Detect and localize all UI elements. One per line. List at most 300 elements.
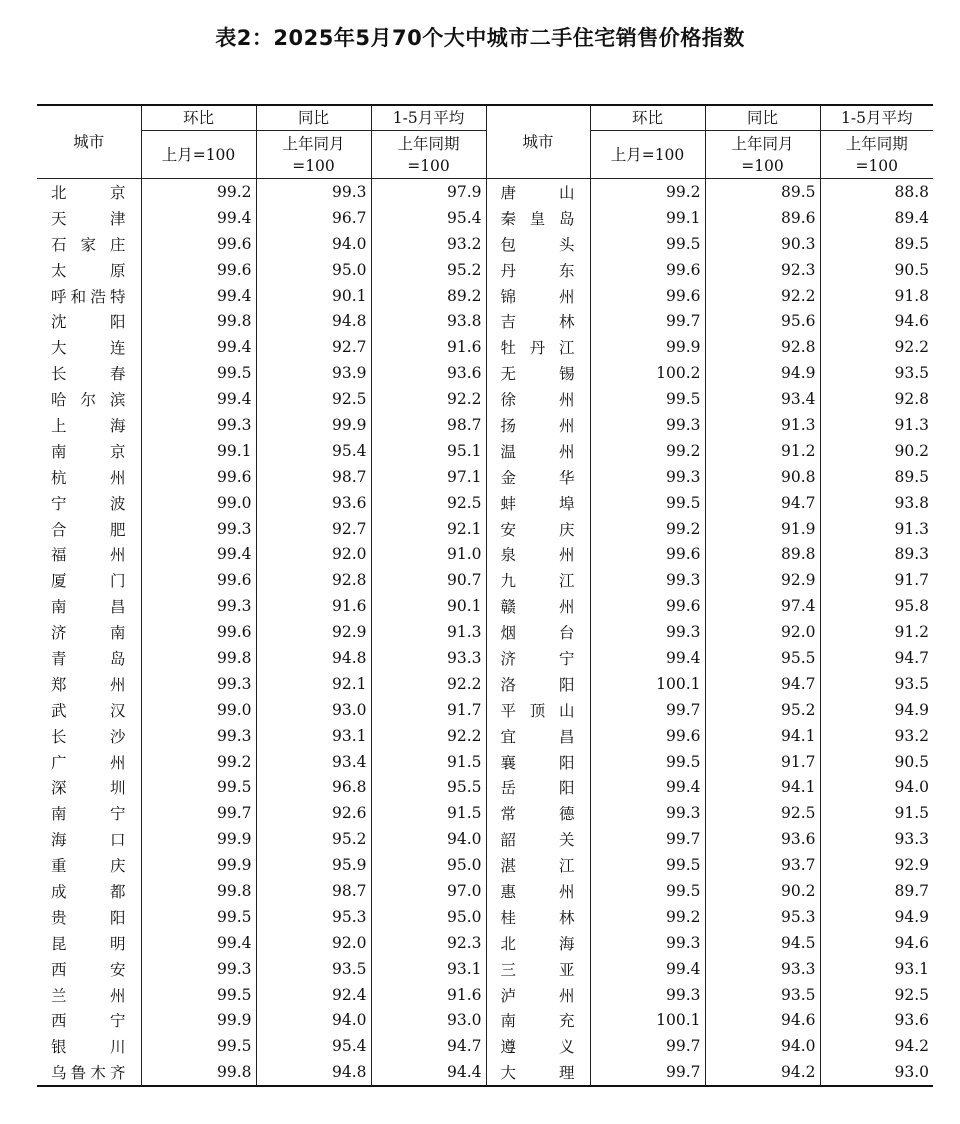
- city-name: 福州: [37, 541, 141, 567]
- city-name: 太原: [37, 257, 141, 283]
- table-row: [37, 308, 933, 334]
- header-avg-sub-line1: 上年同期: [397, 134, 460, 153]
- table-row: [37, 412, 933, 438]
- avg-value: 92.3: [371, 930, 486, 956]
- yoy-value: 90.1: [256, 283, 371, 309]
- table-row: [37, 904, 933, 930]
- mom-value: 99.8: [141, 308, 256, 334]
- avg-value: 95.1: [371, 438, 486, 464]
- avg-value: 93.6: [371, 360, 486, 386]
- mom-value: 99.6: [141, 257, 256, 283]
- yoy-value-2: 93.3: [705, 956, 820, 982]
- yoy-value: 92.6: [256, 800, 371, 826]
- city-name: 兰州: [37, 982, 141, 1008]
- mom-value-2: 99.6: [590, 723, 705, 749]
- yoy-value-2: 94.9: [705, 360, 820, 386]
- city-name: 杭州: [37, 464, 141, 490]
- mom-value: 99.3: [141, 671, 256, 697]
- city-name: 贵阳: [37, 904, 141, 930]
- mom-value-2: 99.3: [590, 930, 705, 956]
- header-yoy-sub-2-line1: 上年同月: [731, 134, 794, 153]
- city-name: 济南: [37, 619, 141, 645]
- yoy-value-2: 92.5: [705, 800, 820, 826]
- city-name: 深圳: [37, 774, 141, 800]
- header-city-2: 城市: [486, 105, 590, 179]
- avg-value-2: 94.9: [820, 904, 933, 930]
- header-mom-2: 环比: [590, 105, 705, 131]
- header-avg-sub: [371, 131, 486, 179]
- header-avg-sub-line2: =100: [407, 156, 450, 175]
- avg-value-2: 91.7: [820, 567, 933, 593]
- avg-value: 92.2: [371, 723, 486, 749]
- city-name: 哈尔滨: [37, 386, 141, 412]
- mom-value: 99.8: [141, 878, 256, 904]
- mom-value-2: 99.2: [590, 438, 705, 464]
- yoy-value-2: 91.7: [705, 749, 820, 775]
- mom-value-2: 99.7: [590, 308, 705, 334]
- city-name-2: 扬州: [486, 412, 590, 438]
- yoy-value: 95.0: [256, 257, 371, 283]
- mom-value-2: 99.7: [590, 1033, 705, 1059]
- table-row: [37, 490, 933, 516]
- yoy-value-2: 93.4: [705, 386, 820, 412]
- city-name-2: 烟台: [486, 619, 590, 645]
- city-name: 成都: [37, 878, 141, 904]
- yoy-value: 94.8: [256, 645, 371, 671]
- avg-value-2: 92.5: [820, 982, 933, 1008]
- city-name-2: 秦皇岛: [486, 205, 590, 231]
- table-row: [37, 334, 933, 360]
- avg-value: 95.4: [371, 205, 486, 231]
- table-row: [37, 360, 933, 386]
- avg-value: 92.2: [371, 671, 486, 697]
- avg-value-2: 94.2: [820, 1033, 933, 1059]
- mom-value: 99.4: [141, 283, 256, 309]
- table-row: [37, 231, 933, 257]
- yoy-value-2: 89.5: [705, 179, 820, 205]
- table-row: [37, 800, 933, 826]
- yoy-value-2: 95.3: [705, 904, 820, 930]
- yoy-value-2: 92.9: [705, 567, 820, 593]
- mom-value-2: 99.4: [590, 645, 705, 671]
- mom-value-2: 99.4: [590, 956, 705, 982]
- mom-value: 99.1: [141, 438, 256, 464]
- mom-value-2: 100.1: [590, 671, 705, 697]
- avg-value: 91.5: [371, 749, 486, 775]
- avg-value-2: 94.7: [820, 645, 933, 671]
- yoy-value: 95.3: [256, 904, 371, 930]
- yoy-value: 92.9: [256, 619, 371, 645]
- yoy-value: 94.0: [256, 231, 371, 257]
- header-mom-sub: 上月=100: [141, 131, 256, 179]
- mom-value: 99.8: [141, 645, 256, 671]
- city-name: 西安: [37, 956, 141, 982]
- avg-value-2: 94.0: [820, 774, 933, 800]
- yoy-value: 95.4: [256, 438, 371, 464]
- avg-value: 93.0: [371, 1008, 486, 1034]
- page-title: 表2：2025年5月70个大中城市二手住宅销售价格指数: [215, 26, 745, 50]
- city-name: 长沙: [37, 723, 141, 749]
- yoy-value: 92.8: [256, 567, 371, 593]
- mom-value: 99.7: [141, 800, 256, 826]
- avg-value-2: 93.8: [820, 490, 933, 516]
- yoy-value-2: 89.8: [705, 541, 820, 567]
- mom-value-2: 99.7: [590, 697, 705, 723]
- yoy-value: 95.4: [256, 1033, 371, 1059]
- price-index-table: [37, 104, 933, 1087]
- table-row: [37, 205, 933, 231]
- mom-value: 99.4: [141, 930, 256, 956]
- mom-value-2: 99.2: [590, 904, 705, 930]
- avg-value-2: 90.5: [820, 257, 933, 283]
- avg-value-2: 92.2: [820, 334, 933, 360]
- avg-value-2: 90.5: [820, 749, 933, 775]
- mom-value: 99.9: [141, 826, 256, 852]
- avg-value: 97.9: [371, 179, 486, 205]
- avg-value-2: 92.9: [820, 852, 933, 878]
- mom-value: 99.0: [141, 697, 256, 723]
- city-name: 南京: [37, 438, 141, 464]
- yoy-value: 92.5: [256, 386, 371, 412]
- city-name-2: 泉州: [486, 541, 590, 567]
- mom-value-2: 99.2: [590, 516, 705, 542]
- mom-value-2: 99.5: [590, 490, 705, 516]
- avg-value: 90.1: [371, 593, 486, 619]
- mom-value-2: 99.7: [590, 1059, 705, 1086]
- city-name-2: 金华: [486, 464, 590, 490]
- yoy-value: 93.6: [256, 490, 371, 516]
- mom-value-2: 99.7: [590, 826, 705, 852]
- mom-value-2: 99.1: [590, 205, 705, 231]
- table-row: [37, 619, 933, 645]
- yoy-value: 93.4: [256, 749, 371, 775]
- yoy-value: 95.9: [256, 852, 371, 878]
- table-row: [37, 386, 933, 412]
- yoy-value-2: 90.2: [705, 878, 820, 904]
- yoy-value-2: 94.1: [705, 774, 820, 800]
- table-row: [37, 567, 933, 593]
- city-name-2: 温州: [486, 438, 590, 464]
- city-name: 合肥: [37, 516, 141, 542]
- mom-value: 99.6: [141, 464, 256, 490]
- yoy-value-2: 93.5: [705, 982, 820, 1008]
- mom-value-2: 99.2: [590, 179, 705, 205]
- avg-value: 93.3: [371, 645, 486, 671]
- mom-value-2: 99.6: [590, 541, 705, 567]
- yoy-value-2: 95.5: [705, 645, 820, 671]
- city-name-2: 北海: [486, 930, 590, 956]
- yoy-value: 92.1: [256, 671, 371, 697]
- city-name: 海口: [37, 826, 141, 852]
- yoy-value: 96.8: [256, 774, 371, 800]
- header-avg-sub-2: [820, 131, 933, 179]
- header-yoy-sub: [256, 131, 371, 179]
- avg-value: 94.0: [371, 826, 486, 852]
- city-name-2: 唐山: [486, 179, 590, 205]
- yoy-value-2: 92.2: [705, 283, 820, 309]
- table-row: [37, 697, 933, 723]
- yoy-value-2: 91.3: [705, 412, 820, 438]
- header-yoy-sub-2: [705, 131, 820, 179]
- city-name: 西宁: [37, 1008, 141, 1034]
- yoy-value: 92.7: [256, 334, 371, 360]
- avg-value: 91.6: [371, 982, 486, 1008]
- yoy-value-2: 94.7: [705, 490, 820, 516]
- avg-value: 93.1: [371, 956, 486, 982]
- yoy-value: 94.0: [256, 1008, 371, 1034]
- avg-value: 97.1: [371, 464, 486, 490]
- avg-value-2: 90.2: [820, 438, 933, 464]
- avg-value-2: 94.6: [820, 930, 933, 956]
- yoy-value: 94.8: [256, 1059, 371, 1086]
- avg-value: 94.7: [371, 1033, 486, 1059]
- city-name: 昆明: [37, 930, 141, 956]
- header-yoy-sub-line2: =100: [292, 156, 335, 175]
- yoy-value: 93.1: [256, 723, 371, 749]
- mom-value: 99.0: [141, 490, 256, 516]
- avg-value-2: 91.2: [820, 619, 933, 645]
- mom-value: 99.9: [141, 852, 256, 878]
- avg-value-2: 91.3: [820, 412, 933, 438]
- avg-value-2: 89.4: [820, 205, 933, 231]
- avg-value: 98.7: [371, 412, 486, 438]
- mom-value-2: 99.3: [590, 412, 705, 438]
- yoy-value-2: 93.7: [705, 852, 820, 878]
- avg-value-2: 94.9: [820, 697, 933, 723]
- mom-value: 99.5: [141, 1033, 256, 1059]
- table-row: [37, 852, 933, 878]
- city-name-2: 大理: [486, 1059, 590, 1086]
- yoy-value: 99.9: [256, 412, 371, 438]
- avg-value: 95.0: [371, 904, 486, 930]
- yoy-value-2: 94.7: [705, 671, 820, 697]
- avg-value-2: 89.5: [820, 231, 933, 257]
- avg-value: 92.1: [371, 516, 486, 542]
- yoy-value-2: 93.6: [705, 826, 820, 852]
- yoy-value: 94.8: [256, 308, 371, 334]
- mom-value-2: 99.3: [590, 619, 705, 645]
- avg-value-2: 93.5: [820, 360, 933, 386]
- city-name-2: 韶关: [486, 826, 590, 852]
- mom-value: 99.5: [141, 360, 256, 386]
- avg-value-2: 93.5: [820, 671, 933, 697]
- city-name-2: 徐州: [486, 386, 590, 412]
- table-row: [37, 257, 933, 283]
- avg-value: 95.2: [371, 257, 486, 283]
- yoy-value: 92.0: [256, 541, 371, 567]
- mom-value: 99.5: [141, 982, 256, 1008]
- header-yoy: 同比: [256, 105, 371, 131]
- header-yoy-sub-line1: 上年同月: [282, 134, 345, 153]
- mom-value: 99.2: [141, 179, 256, 205]
- mom-value-2: 99.5: [590, 878, 705, 904]
- mom-value-2: 99.6: [590, 593, 705, 619]
- table-row: [37, 283, 933, 309]
- mom-value: 99.6: [141, 619, 256, 645]
- avg-value-2: 95.8: [820, 593, 933, 619]
- yoy-value-2: 90.3: [705, 231, 820, 257]
- mom-value: 99.8: [141, 1059, 256, 1086]
- mom-value: 99.3: [141, 956, 256, 982]
- city-name-2: 常德: [486, 800, 590, 826]
- city-name: 宁波: [37, 490, 141, 516]
- avg-value: 91.0: [371, 541, 486, 567]
- table-row: [37, 723, 933, 749]
- city-name-2: 包头: [486, 231, 590, 257]
- mom-value-2: 100.2: [590, 360, 705, 386]
- city-name: 天津: [37, 205, 141, 231]
- city-name-2: 九江: [486, 567, 590, 593]
- city-name: 呼和浩特: [37, 283, 141, 309]
- yoy-value: 95.2: [256, 826, 371, 852]
- yoy-value: 99.3: [256, 179, 371, 205]
- city-name-2: 锦州: [486, 283, 590, 309]
- avg-value: 93.8: [371, 308, 486, 334]
- yoy-value-2: 92.0: [705, 619, 820, 645]
- city-name: 武汉: [37, 697, 141, 723]
- city-name: 广州: [37, 749, 141, 775]
- yoy-value: 98.7: [256, 464, 371, 490]
- table-body: [37, 179, 933, 1087]
- avg-value-2: 93.3: [820, 826, 933, 852]
- city-name: 北京: [37, 179, 141, 205]
- table-row: [37, 826, 933, 852]
- yoy-value: 96.7: [256, 205, 371, 231]
- yoy-value: 92.0: [256, 930, 371, 956]
- city-name-2: 牡丹江: [486, 334, 590, 360]
- table-row: [37, 541, 933, 567]
- mom-value-2: 99.5: [590, 231, 705, 257]
- city-name-2: 桂林: [486, 904, 590, 930]
- mom-value-2: 99.5: [590, 749, 705, 775]
- mom-value: 99.4: [141, 386, 256, 412]
- mom-value-2: 99.3: [590, 982, 705, 1008]
- table-row: [37, 1008, 933, 1034]
- yoy-value: 93.0: [256, 697, 371, 723]
- yoy-value-2: 91.2: [705, 438, 820, 464]
- city-name-2: 宜昌: [486, 723, 590, 749]
- avg-value-2: 91.3: [820, 516, 933, 542]
- mom-value: 99.4: [141, 205, 256, 231]
- yoy-value-2: 92.3: [705, 257, 820, 283]
- table-row: [37, 956, 933, 982]
- city-name-2: 泸州: [486, 982, 590, 1008]
- city-name: 长春: [37, 360, 141, 386]
- yoy-value: 91.6: [256, 593, 371, 619]
- yoy-value-2: 92.8: [705, 334, 820, 360]
- yoy-value: 92.4: [256, 982, 371, 1008]
- avg-value-2: 88.8: [820, 179, 933, 205]
- mom-value: 99.5: [141, 904, 256, 930]
- avg-value-2: 93.0: [820, 1059, 933, 1086]
- city-name-2: 岳阳: [486, 774, 590, 800]
- avg-value-2: 89.7: [820, 878, 933, 904]
- mom-value: 99.2: [141, 749, 256, 775]
- yoy-value: 93.5: [256, 956, 371, 982]
- city-name: 沈阳: [37, 308, 141, 334]
- avg-value-2: 93.1: [820, 956, 933, 982]
- city-name: 厦门: [37, 567, 141, 593]
- table-row: [37, 878, 933, 904]
- avg-value: 97.0: [371, 878, 486, 904]
- city-name: 大连: [37, 334, 141, 360]
- mom-value: 99.6: [141, 567, 256, 593]
- avg-value: 95.0: [371, 852, 486, 878]
- yoy-value-2: 94.1: [705, 723, 820, 749]
- city-name-2: 南充: [486, 1008, 590, 1034]
- avg-value-2: 94.6: [820, 308, 933, 334]
- city-name-2: 济宁: [486, 645, 590, 671]
- yoy-value-2: 90.8: [705, 464, 820, 490]
- header-mom: 环比: [141, 105, 256, 131]
- city-name-2: 蚌埠: [486, 490, 590, 516]
- city-name-2: 洛阳: [486, 671, 590, 697]
- city-name: 郑州: [37, 671, 141, 697]
- mom-value: 99.9: [141, 1008, 256, 1034]
- mom-value: 99.3: [141, 412, 256, 438]
- table-row: [37, 179, 933, 205]
- city-name-2: 丹东: [486, 257, 590, 283]
- yoy-value-2: 91.9: [705, 516, 820, 542]
- avg-value: 93.2: [371, 231, 486, 257]
- header-avg-sub-2-line1: 上年同期: [845, 134, 908, 153]
- city-name-2: 襄阳: [486, 749, 590, 775]
- city-name: 南宁: [37, 800, 141, 826]
- yoy-value-2: 94.2: [705, 1059, 820, 1086]
- table-row: [37, 749, 933, 775]
- table-row: [37, 516, 933, 542]
- mom-value: 99.3: [141, 593, 256, 619]
- city-name-2: 湛江: [486, 852, 590, 878]
- header-avg: 1-5月平均: [371, 105, 486, 131]
- table-header: [37, 105, 933, 179]
- table-row: [37, 593, 933, 619]
- avg-value: 89.2: [371, 283, 486, 309]
- city-name-2: 平顶山: [486, 697, 590, 723]
- yoy-value-2: 97.4: [705, 593, 820, 619]
- table-row: [37, 930, 933, 956]
- header-yoy-2: 同比: [705, 105, 820, 131]
- table-row: [37, 1059, 933, 1086]
- mom-value-2: 99.5: [590, 386, 705, 412]
- header-yoy-sub-2-line2: =100: [741, 156, 784, 175]
- table-row: [37, 774, 933, 800]
- mom-value: 99.4: [141, 541, 256, 567]
- header-city: 城市: [37, 105, 141, 179]
- table-row: [37, 982, 933, 1008]
- city-name: 乌鲁木齐: [37, 1059, 141, 1086]
- avg-value-2: 89.5: [820, 464, 933, 490]
- yoy-value: 92.7: [256, 516, 371, 542]
- avg-value: 91.6: [371, 334, 486, 360]
- mom-value-2: 100.1: [590, 1008, 705, 1034]
- city-name: 重庆: [37, 852, 141, 878]
- avg-value-2: 93.6: [820, 1008, 933, 1034]
- yoy-value-2: 94.0: [705, 1033, 820, 1059]
- avg-value-2: 92.8: [820, 386, 933, 412]
- mom-value: 99.3: [141, 516, 256, 542]
- yoy-value: 93.9: [256, 360, 371, 386]
- yoy-value-2: 95.2: [705, 697, 820, 723]
- avg-value: 92.2: [371, 386, 486, 412]
- yoy-value-2: 89.6: [705, 205, 820, 231]
- mom-value-2: 99.3: [590, 464, 705, 490]
- avg-value-2: 93.2: [820, 723, 933, 749]
- city-name-2: 三亚: [486, 956, 590, 982]
- city-name-2: 遵义: [486, 1033, 590, 1059]
- mom-value: 99.4: [141, 334, 256, 360]
- table-row: [37, 464, 933, 490]
